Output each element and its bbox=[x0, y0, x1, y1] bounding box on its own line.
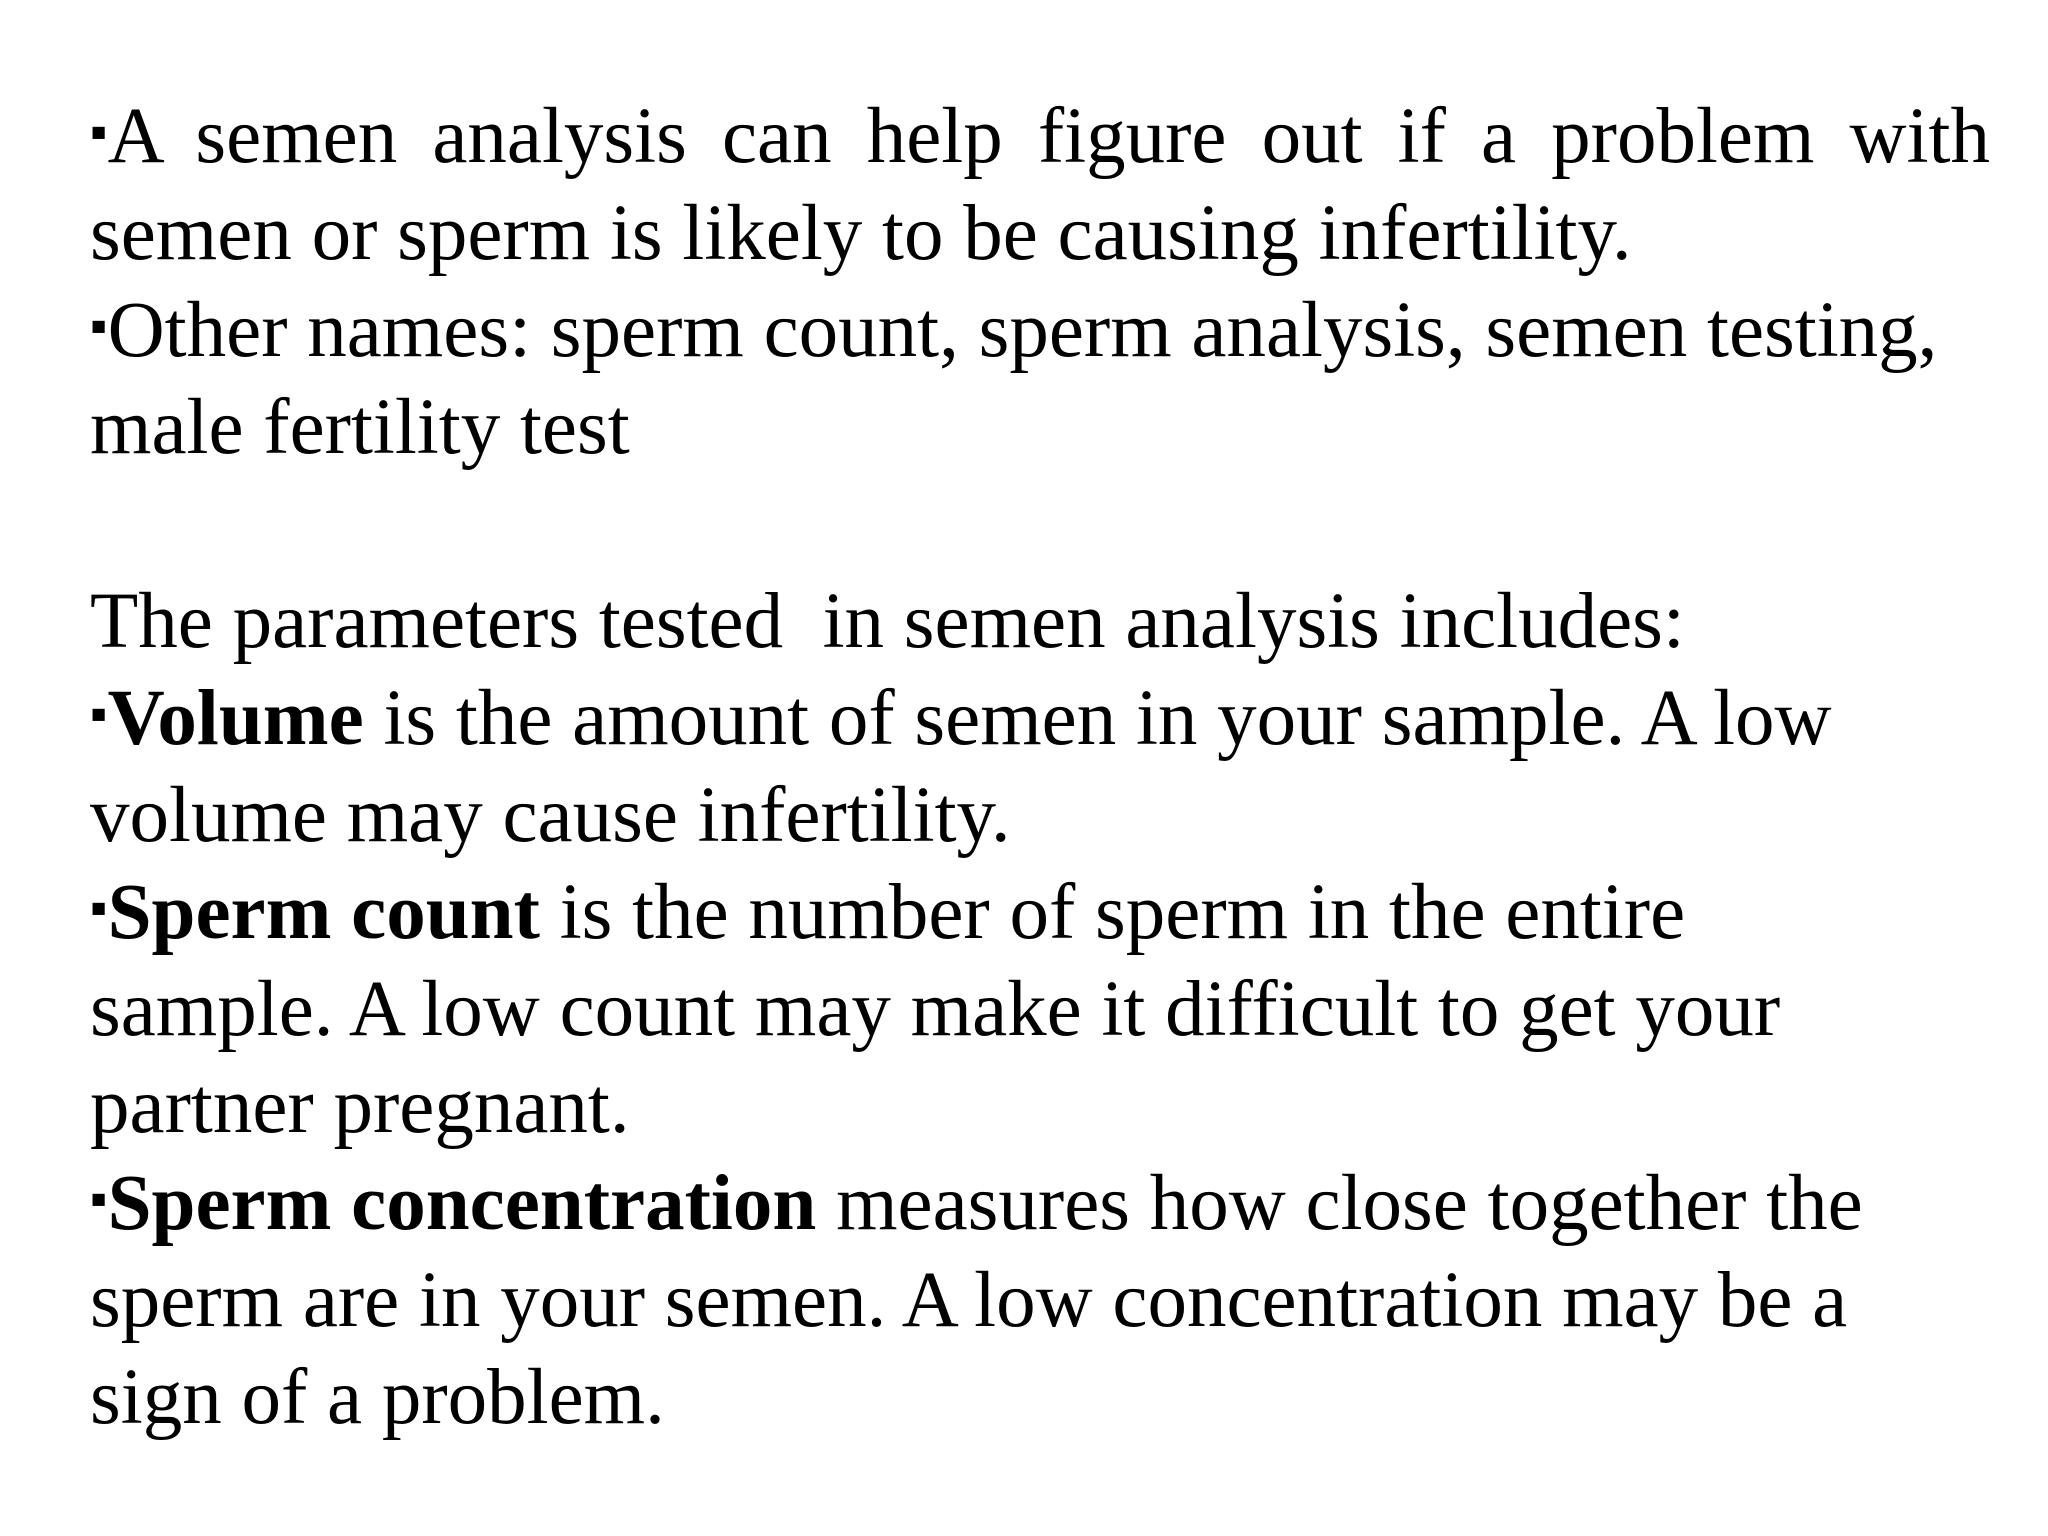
parameter-sperm-concentration-line-3: sign of a problem. bbox=[90, 1354, 665, 1441]
parameter-volume-line-2: volume may cause infertility. bbox=[90, 772, 1011, 859]
square-bullet-icon: ▪ bbox=[90, 1171, 108, 1227]
parameter-sperm-count-line-2: sample. A low count may make it difficult to get your bbox=[90, 966, 1781, 1053]
parameter-sperm-count bbox=[90, 864, 1990, 1155]
parameter-description: is the number of sperm in the entire bbox=[539, 869, 1686, 956]
parameter-sperm-count-line-1 bbox=[90, 864, 1990, 961]
intro-bullet-1-line-2: semen or sperm is likely to be causing infertility. bbox=[90, 190, 1632, 277]
intro-bullet-2-text-1: Other names: sperm count, sperm analysis, semen testing, bbox=[107, 287, 1938, 374]
square-bullet-icon: ▪ bbox=[90, 686, 108, 742]
parameter-term: Sperm concentration bbox=[107, 1160, 817, 1247]
intro-bullet-1-text-1: A semen analysis can help figure out if a problem with bbox=[107, 93, 1990, 180]
parameter-sperm-concentration-line-2: sperm are in your semen. A low concentration may be a bbox=[90, 1257, 1848, 1344]
parameter-volume bbox=[90, 670, 1990, 864]
intro-bullet-1 bbox=[90, 88, 1990, 282]
parameters-heading: The parameters tested in semen analysis includes: bbox=[90, 578, 1685, 665]
square-bullet-icon: ▪ bbox=[90, 298, 108, 354]
parameter-description: measures how close together the bbox=[816, 1160, 1863, 1247]
square-bullet-icon: ▪ bbox=[90, 880, 108, 936]
intro-bullet-1-line-1 bbox=[90, 88, 1990, 185]
parameter-sperm-count-line-3: partner pregnant. bbox=[90, 1063, 630, 1150]
spacer bbox=[90, 476, 1990, 573]
parameter-term: Sperm count bbox=[107, 869, 540, 956]
parameter-sperm-concentration bbox=[90, 1155, 1990, 1446]
parameter-volume-line-1 bbox=[90, 670, 1990, 767]
parameter-term: Volume bbox=[107, 675, 364, 762]
intro-bullet-2-line-2: male fertility test bbox=[90, 384, 630, 471]
intro-bullet-2 bbox=[90, 282, 1990, 476]
slide-body bbox=[90, 88, 1990, 1446]
intro-bullet-2-line-1 bbox=[90, 282, 1990, 379]
parameter-sperm-concentration-line-1 bbox=[90, 1155, 1990, 1252]
square-bullet-icon: ▪ bbox=[90, 104, 108, 160]
parameter-description: is the amount of semen in your sample. A low bbox=[363, 675, 1832, 762]
